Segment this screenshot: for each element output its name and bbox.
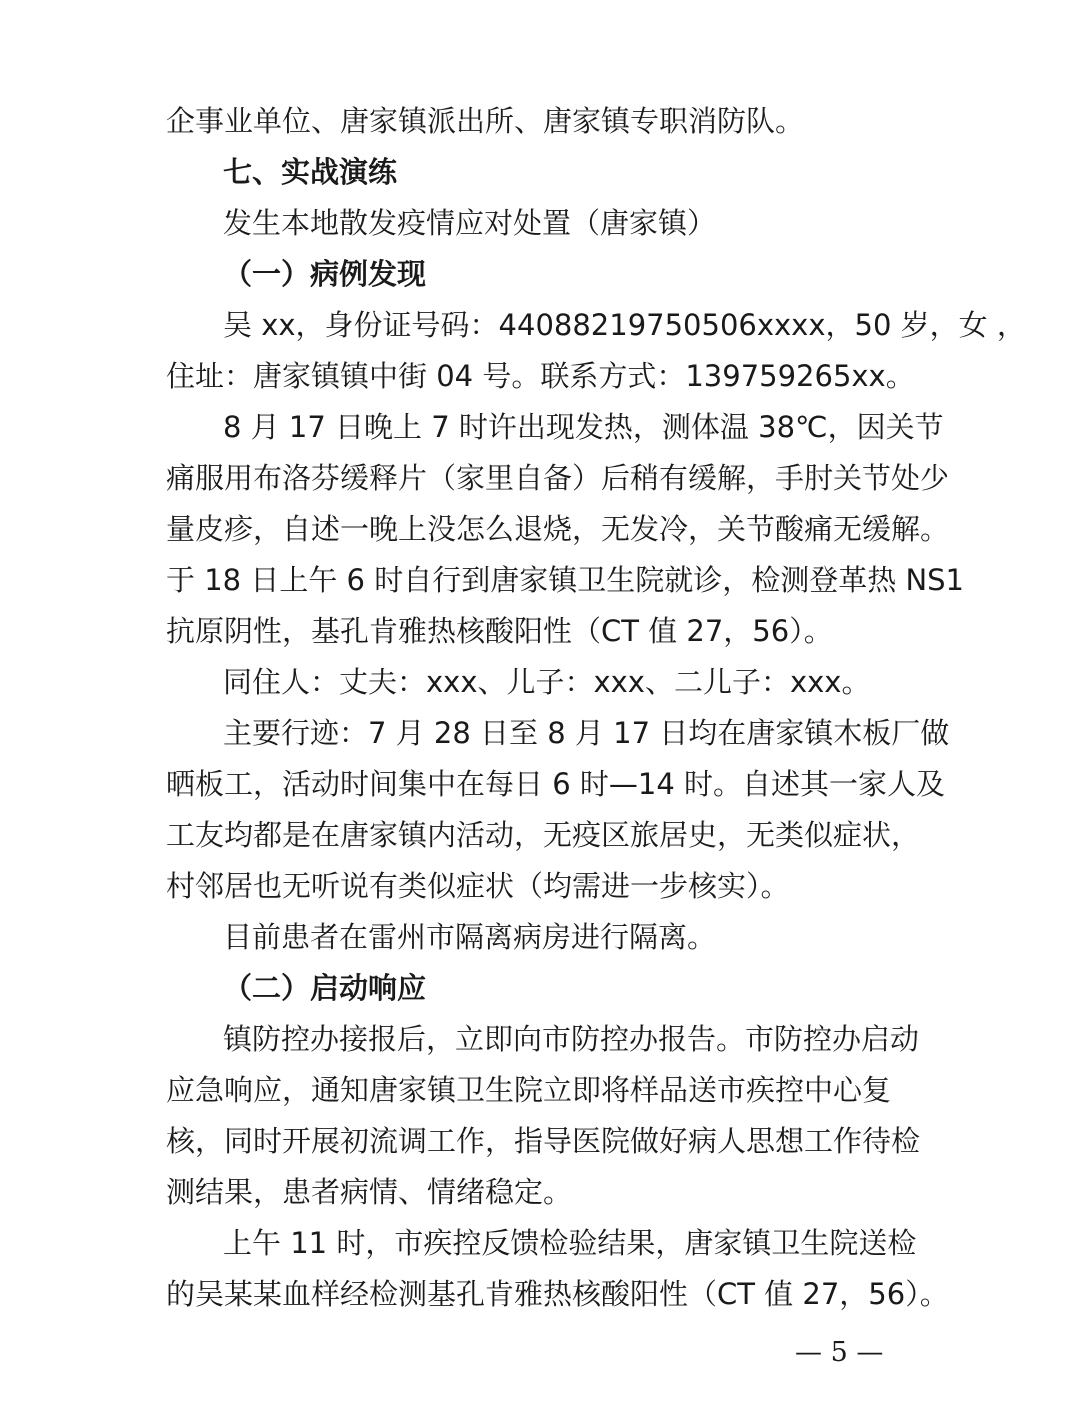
body-line: 量皮疹，自述一晚上没怎么退烧，无发冷，关节酸痛无缓解。 <box>166 512 950 546</box>
body-line: 工友均都是在唐家镇内活动，无疫区旅居史，无类似症状， <box>166 818 921 852</box>
section-heading: 七、实战演练 <box>223 155 398 189</box>
subsection-heading: （一）病例发现 <box>223 257 427 291</box>
body-line: 住址：唐家镇镇中街 04 号。联系方式：139759265xx。 <box>166 359 915 393</box>
body-line: 的吴某某血样经检测基孔肯雅热核酸阳性（CT 值 27，56）。 <box>166 1277 949 1311</box>
body-line: 测结果，患者病情、情绪稳定。 <box>166 1175 573 1209</box>
body-line: 痛服用布洛芬缓释片（家里自备）后稍有缓解，手肘关节处少 <box>166 461 950 495</box>
body-line: 发生本地散发疫情应对处置（唐家镇） <box>223 206 717 240</box>
subsection-heading: （二）启动响应 <box>223 971 427 1005</box>
body-line: 镇防控办接报后，立即向市防控办报告。市防控办启动 <box>223 1022 920 1056</box>
page-number: — 5 — <box>795 1337 884 1368</box>
body-line: 晒板工，活动时间集中在每日 6 时—14 时。自述其一家人及 <box>166 767 946 801</box>
body-line: 核，同时开展初流调工作，指导医院做好病人思想工作待检 <box>166 1124 921 1158</box>
body-line: 村邻居也无听说有类似症状（均需进一步核实）。 <box>166 869 790 903</box>
body-line: 目前患者在雷州市隔离病房进行隔离。 <box>223 920 717 954</box>
body-line: 同住人：丈夫：xxx、儿子：xxx、二儿子：xxx。 <box>223 665 871 699</box>
body-line: 8 月 17 日晚上 7 时许出现发热，测体温 38℃，因关节 <box>223 410 944 444</box>
body-line: 上午 11 时，市疾控反馈检验结果，唐家镇卫生院送检 <box>223 1226 917 1260</box>
body-line: 应急响应，通知唐家镇卫生院立即将样品送市疾控中心复 <box>166 1073 892 1107</box>
body-line: 吴 xx，身份证号码：44088219750506xxxx，50 岁，女 ， <box>223 308 1026 342</box>
body-line: 企事业单位、唐家镇派出所、唐家镇专职消防队。 <box>166 104 805 138</box>
body-line: 抗原阴性，基孔肯雅热核酸阳性（CT 值 27，56）。 <box>166 614 833 648</box>
body-line: 主要行迹：7 月 28 日至 8 月 17 日均在唐家镇木板厂做 <box>223 716 950 750</box>
body-line: 于 18 日上午 6 时自行到唐家镇卫生院就诊，检测登革热 NS1 <box>166 563 964 597</box>
